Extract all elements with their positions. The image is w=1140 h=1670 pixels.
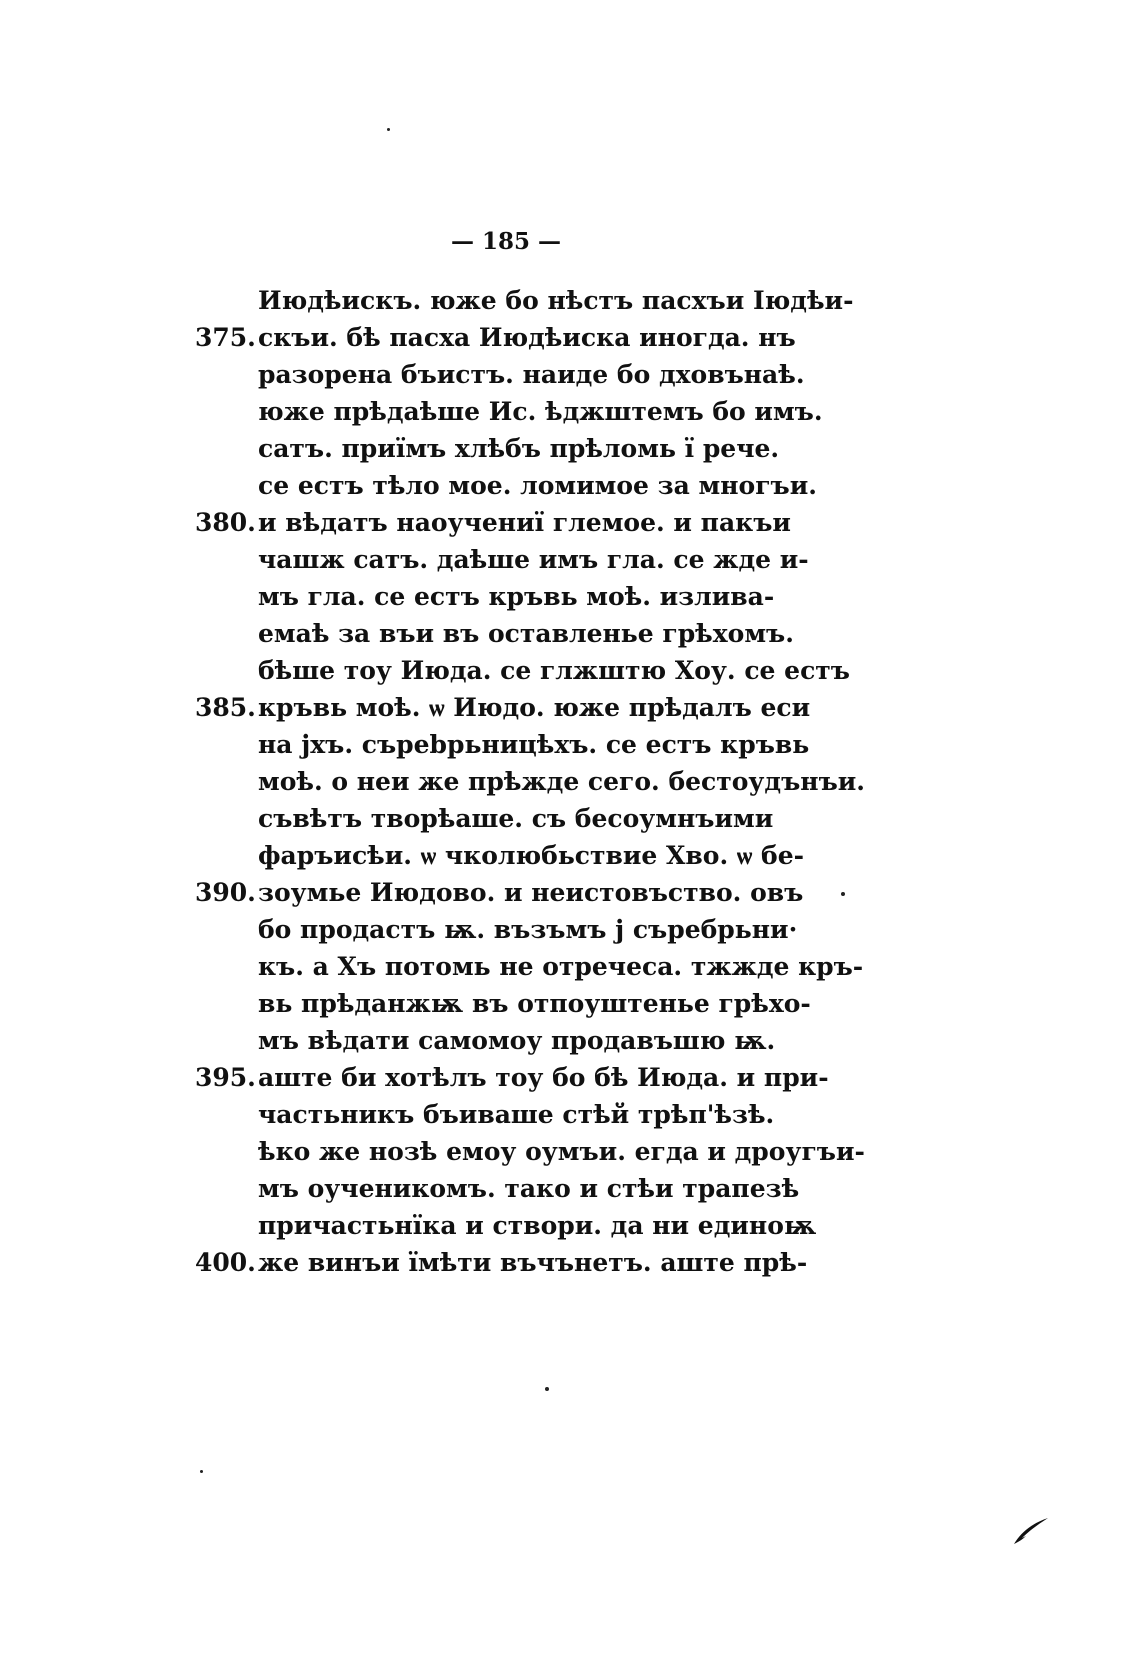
line-text: емаѣ за въи въ оставленье грѣхомъ. xyxy=(258,619,794,648)
line-text: вь прѣданжѭ въ отпоуштенье грѣхо- xyxy=(258,989,811,1018)
text-line xyxy=(0,1022,1140,1059)
line-text: кръвь моѣ. ѡ Июдо. юже прѣдалъ еси xyxy=(258,693,811,722)
text-line xyxy=(0,1059,1140,1096)
line-text: се естъ тѣло мое. ломимое за многъи. xyxy=(258,471,817,500)
line-text: аште би хотѣлъ тоу бо бѣ Июда. и при- xyxy=(258,1063,829,1092)
line-text: мъ гла. се естъ кръвь моѣ. излива- xyxy=(258,582,775,611)
line-text: ѣко же нозѣ емоу оумъи. егда и дроугъи- xyxy=(258,1137,865,1166)
line-text: къ. а Хъ потомь не отречеса. тжжде кръ- xyxy=(258,952,864,981)
text-block xyxy=(0,282,1140,1281)
text-line xyxy=(0,430,1140,467)
line-text: съвѣтъ творѣаше. съ бесоумнъими xyxy=(258,804,774,833)
text-line xyxy=(0,1096,1140,1133)
text-line xyxy=(0,726,1140,763)
text-line xyxy=(0,615,1140,652)
text-line xyxy=(0,1170,1140,1207)
line-text: же винъи їмѣти въчънетъ. аште прѣ- xyxy=(258,1248,808,1277)
line-text: скъи. бѣ пасха Июдѣиска иногда. нъ xyxy=(258,323,796,352)
text-line xyxy=(0,1133,1140,1170)
line-text: и вѣдатъ наоучениї глемое. и пакъи xyxy=(258,508,791,537)
line-number: 390. xyxy=(195,878,256,907)
text-line xyxy=(0,578,1140,615)
text-line xyxy=(0,985,1140,1022)
text-line xyxy=(0,837,1140,874)
page-number: — 185 — xyxy=(450,228,562,255)
text-line xyxy=(0,652,1140,689)
line-number: 380. xyxy=(195,508,256,537)
line-text: моѣ. о неи же прѣжде сего. бестоудънъи. xyxy=(258,767,865,796)
text-line xyxy=(0,393,1140,430)
text-line xyxy=(0,948,1140,985)
ink-speck xyxy=(545,1387,549,1391)
line-text: мъ оученикомъ. тако и стѣи трапезѣ xyxy=(258,1174,800,1203)
quill-mark-icon xyxy=(1012,1512,1050,1546)
line-number: 385. xyxy=(195,693,256,722)
text-line xyxy=(0,504,1140,541)
text-line xyxy=(0,1207,1140,1244)
text-line xyxy=(0,763,1140,800)
line-text: Июдѣискъ. юже бо нѣстъ пасхъи Іюдѣи- xyxy=(258,286,854,315)
text-line xyxy=(0,319,1140,356)
line-text: зоумье Июдово. и неистовъство. овъ xyxy=(258,878,804,907)
ink-speck xyxy=(200,1470,203,1473)
text-line xyxy=(0,282,1140,319)
line-text: причастьнїка и створи. да ни единоѭ xyxy=(258,1211,817,1240)
text-line xyxy=(0,911,1140,948)
line-text: частьникъ бъиваше стѣй трѣп'ѣзѣ. xyxy=(258,1100,775,1129)
text-line xyxy=(0,1244,1140,1281)
text-line xyxy=(0,467,1140,504)
text-line xyxy=(0,874,1140,911)
line-text: сатъ. приїмъ хлѣбъ прѣломь ї рече. xyxy=(258,434,780,463)
line-number: 400. xyxy=(195,1248,256,1277)
line-number: 395. xyxy=(195,1063,256,1092)
line-text: разорена бъистъ. наиде бо дховънаѣ. xyxy=(258,360,805,389)
line-text: чашж сатъ. даѣше имъ гла. се жде и- xyxy=(258,545,809,574)
ink-speck xyxy=(841,892,845,896)
line-text: бѣше тоу Июда. се глжштю Хоу. се естъ xyxy=(258,656,850,685)
line-number: 375. xyxy=(195,323,256,352)
text-line xyxy=(0,356,1140,393)
text-line xyxy=(0,689,1140,726)
line-text: фаръисѣи. ѡ чколюбьствие Хво. ѡ бе- xyxy=(258,841,805,870)
line-text: на јхъ. сърebрьницѣхъ. се естъ кръвь xyxy=(258,730,810,759)
text-line xyxy=(0,800,1140,837)
text-line xyxy=(0,541,1140,578)
line-text: бо продастъ ѭ. възъмъ ј сърeбрьни· xyxy=(258,915,798,944)
line-text: мъ вѣдати самомоу продавъшю ѭ. xyxy=(258,1026,776,1055)
line-text: юже прѣдаѣше Ис. ѣджштемъ бо имъ. xyxy=(258,397,823,426)
ink-speck xyxy=(387,128,390,131)
